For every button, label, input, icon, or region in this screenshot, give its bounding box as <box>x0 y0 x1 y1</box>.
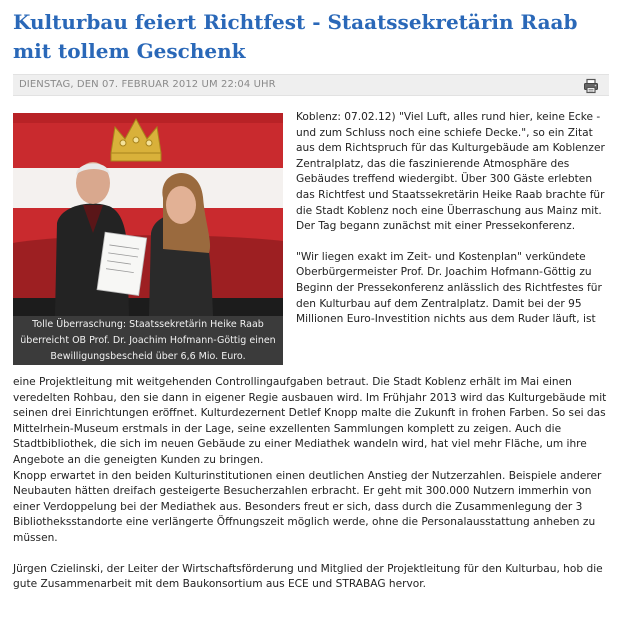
fourth-paragraph: Jürgen Czielinski, der Leiter der Wirtschaftsförderung und Mitglied der Projektleitung für den Kulturbau, hob die gute Zusammenarbeit mit dem Baukonsortium aus ECE und STRABAG hervor. <box>13 562 603 591</box>
second-paragraph-end: eine Projektleitung mit weitgehenden Controllingaufgaben betraut. Die Stadt Koblenz erhält im Mai einen veredelten Rohbau, den sie dann in eigener Regie ausbauen wird. Im Frühjahr 2013 wird das Kulturgebäude mit seinen drei Einrichtungen eröffnet. Kulturdezernent Detlef Knopp malte die Zukunft in frohen Farben. So sei das Mittelrhein-Museum erstmals in der Lage, seine exzellenten Sammlungen komplett zu zeigen. Auch die Stadtbibliothek, die sich im neuen Gebäude zu einer Mediathek wandeln wird, hat viel mehr Fläche, um ihre Angebote an die geneigten Kunden zu bringen. <box>13 376 607 466</box>
second-paragraph-start: "Wir liegen exakt im Zeit- und Kostenplan" verkündete Oberbürgermeister Prof. Dr. Joachim Hofmann-Göttig zu Beginn der Pressekonferenz anlässlich des Richtfestes für den Kulturbau auf dem Zentralplatz. Damit bei der 95 Millionen Euro-Investition nichts aus dem Ruder läuft, ist <box>296 250 602 326</box>
article-photo-box <box>13 113 283 365</box>
article-photo <box>13 113 283 316</box>
photo-caption: Tolle Überraschung: Staatssekretärin Heike Raab überreicht OB Prof. Dr. Joachim Hofmann-Göttig einen Bewilligungsbescheid über 6,6 Mio. Euro. <box>20 319 276 362</box>
article-body-text <box>13 375 611 593</box>
article-intro-text <box>296 110 609 328</box>
article-title: Kulturbau feiert Richtfest - Staatssekretärin Raab mit tollem Geschenk <box>13 10 578 63</box>
intro-paragraph: Koblenz: 07.02.12) "Viel Luft, alles rund hier, keine Ecke - und zum Schluss noch eine schiefe Decke.", so ein Zitat aus dem Richtspruch für das Kulturgebäude am Koblenzer Zentralplatz, das die faszinierende Atmosphäre des Gebäudes treffend wiedergibt. Über 300 Gäste erlebten das Richtfest und Staatssekretärin Heike Raab brachte für die Stadt Koblenz noch eine Überraschung aus Mainz mit. Der Tag begann zunächst mit einer Pressekonferenz. <box>296 111 605 233</box>
article-meta-bar <box>13 74 609 96</box>
article-date: DIENSTAG, DEN 07. FEBRUAR 2012 UM 22:04 UHR <box>19 79 276 90</box>
printer-icon[interactable] <box>583 78 599 94</box>
third-paragraph: Knopp erwartet in den beiden Kulturinstitutionen einen deutlichen Anstieg der Nutzerzahlen. Beispiele anderer Neubauten hätten dreifach gesteigerte Besucherzahlen erbracht. Er geht mit 300.000 Nutzern immerhin von einer Verdoppelung bei der Mediathek aus. Besonders freut er sich, dass durch die Zusammenlegung der 3 Bibliotheksstandorte eine verlängerte Öffnungszeit möglich werde, ohne die Personalausstattung anheben zu müssen. <box>13 469 602 544</box>
